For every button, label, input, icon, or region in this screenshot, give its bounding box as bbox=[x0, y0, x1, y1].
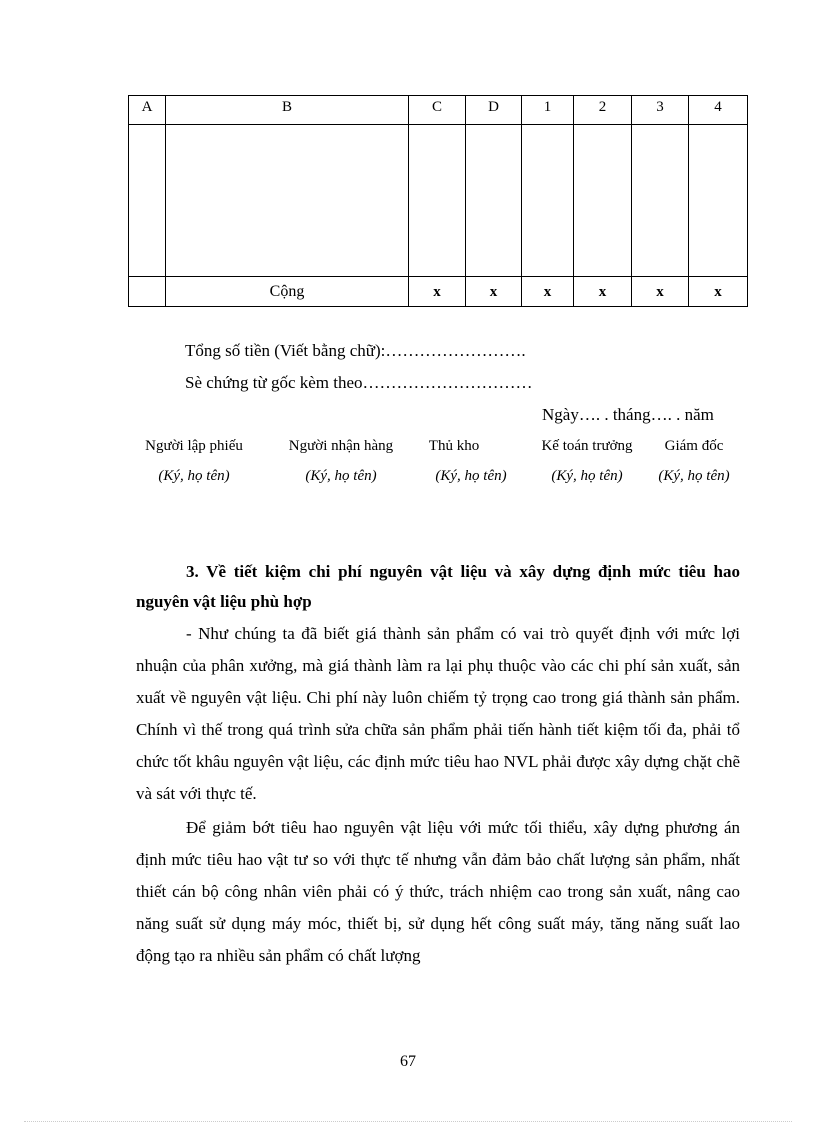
table-cell bbox=[409, 125, 466, 277]
col-header: 4 bbox=[689, 96, 748, 125]
signature-title: Giám đốc bbox=[664, 438, 724, 454]
section-heading: 3. Về tiết kiệm chi phí nguyên vật liệu và xây dựng định mức tiêu hao nguyên vật liệu phù hợp bbox=[136, 562, 740, 611]
voucher-table bbox=[128, 95, 748, 307]
signature-title: Người nhận hàng bbox=[288, 438, 394, 454]
signature-note: (Ký, họ tên) bbox=[551, 468, 623, 484]
signature-note: (Ký, họ tên) bbox=[305, 468, 377, 484]
table-cell bbox=[574, 125, 632, 277]
date-line: Ngày…. . tháng…. . năm bbox=[542, 405, 714, 424]
col-header: A bbox=[129, 96, 166, 125]
signature-title: Kế toán trưởng bbox=[541, 438, 633, 454]
total-amount-text: Tổng số tiền (Viết bằng chữ):……………………. bbox=[185, 341, 526, 360]
table-total-row bbox=[129, 277, 748, 307]
signature-block bbox=[528, 431, 646, 491]
table-cell bbox=[129, 277, 166, 307]
page-number: 67 bbox=[400, 1053, 416, 1070]
total-cell: x bbox=[632, 277, 689, 307]
table-cell bbox=[689, 125, 748, 277]
table-header-row bbox=[129, 96, 748, 125]
signature-block bbox=[656, 431, 732, 491]
signature-note: (Ký, họ tên) bbox=[158, 468, 230, 484]
signature-title: Người lập phiếu bbox=[145, 438, 243, 454]
table-cell bbox=[166, 125, 409, 277]
table-cell bbox=[522, 125, 574, 277]
signature-block bbox=[418, 431, 524, 491]
table-cell bbox=[129, 125, 166, 277]
total-cell: x bbox=[689, 277, 748, 307]
attachments-text: Sè chứng từ gốc kèm theo………………………… bbox=[185, 373, 533, 392]
signature-note: (Ký, họ tên) bbox=[658, 468, 730, 484]
col-header: B bbox=[166, 96, 409, 125]
col-header: D bbox=[466, 96, 522, 125]
signature-block bbox=[132, 431, 256, 491]
body-paragraph: Để giảm bớt tiêu hao nguyên vật liệu với mức tối thiểu, xây dựng phương án định mức tiêu hao vật tư so với thực tế nhưng vẫn đảm bảo chất lượng sản phẩm, nhất thiết cán bộ công nhân viên phải có ý thức, trách nhiệm cao trong sản xuất, nâng cao năng suất sử dụng máy móc, thiết bị, sử dụng hết công suất máy, tăng năng suất lao động tạo ra nhiều sản phẩm có chất lượng bbox=[136, 818, 740, 965]
total-cell: x bbox=[409, 277, 466, 307]
page-bottom-rule bbox=[24, 1121, 792, 1122]
body-paragraph: - Như chúng ta đã biết giá thành sản phẩm có vai trò quyết định với mức lợi nhuận của phân xưởng, mà giá thành làm ra lại phụ thuộc vào các chi phí sản xuất, sản xuất về nguyên vật liệu. Chi phí này luôn chiếm tỷ trọng cao trong giá thành sản phẩm. Chính vì thế trong quá trình sửa chữa sản phẩm phải tiến hành tiết kiệm tối đa, phải tổ chức tốt khâu nguyên vật liệu, các định mức tiêu hao NVL phải được xây dựng chặt chẽ và sát với thực tế. bbox=[136, 624, 740, 803]
col-header: 1 bbox=[522, 96, 574, 125]
col-header: 3 bbox=[632, 96, 689, 125]
signature-note: (Ký, họ tên) bbox=[435, 468, 507, 484]
table-row bbox=[129, 125, 748, 277]
total-cell: x bbox=[466, 277, 522, 307]
total-cell: x bbox=[574, 277, 632, 307]
col-header: 2 bbox=[574, 96, 632, 125]
signature-title: Thủ kho bbox=[428, 438, 480, 454]
total-label: Cộng bbox=[166, 277, 409, 307]
col-header: C bbox=[409, 96, 466, 125]
table-cell bbox=[466, 125, 522, 277]
table-cell bbox=[632, 125, 689, 277]
total-cell: x bbox=[522, 277, 574, 307]
